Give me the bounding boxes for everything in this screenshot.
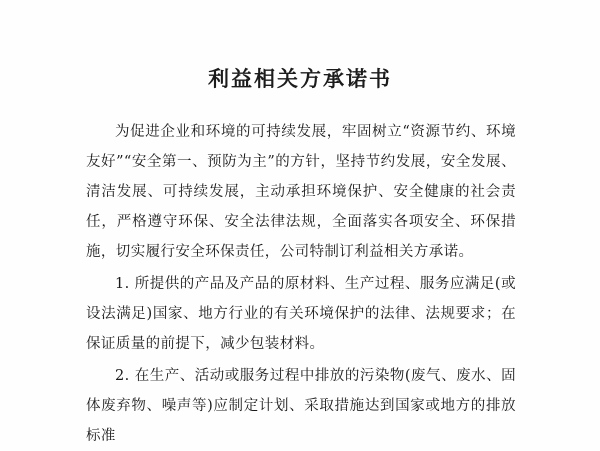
page-title: 利益相关方承诺书 bbox=[208, 66, 392, 91]
paragraph-item-1: 1. 所提供的产品及产品的原材料、生产过程、服务应满足(或设法满足)国家、地方行业的有关环境保护的法律、法规要求；在保证质量的前提下，减少包装材料。 bbox=[86, 276, 516, 353]
document-body bbox=[0, 117, 600, 451]
paragraph-intro: 为促进企业和环境的可持续发展，牢固树立“资源节约、环境友好”“安全第一、预防为主”的方针，坚持节约发展，安全发展、清洁发展、可持续发展，主动承担环境保护、安全健康的社会责任，严格遵守环保、安全法律法规，全面落实各项安全、环保措施，切实履行安全环保责任，公司特制订利益相关方承诺。 bbox=[86, 124, 516, 261]
paragraph-item-2: 2. 在生产、活动或服务过程中排放的污染物(废气、废水、固体废弃物、噪声等)应制定计划、采取措施达到国家或地方的排放标准 bbox=[86, 368, 516, 445]
